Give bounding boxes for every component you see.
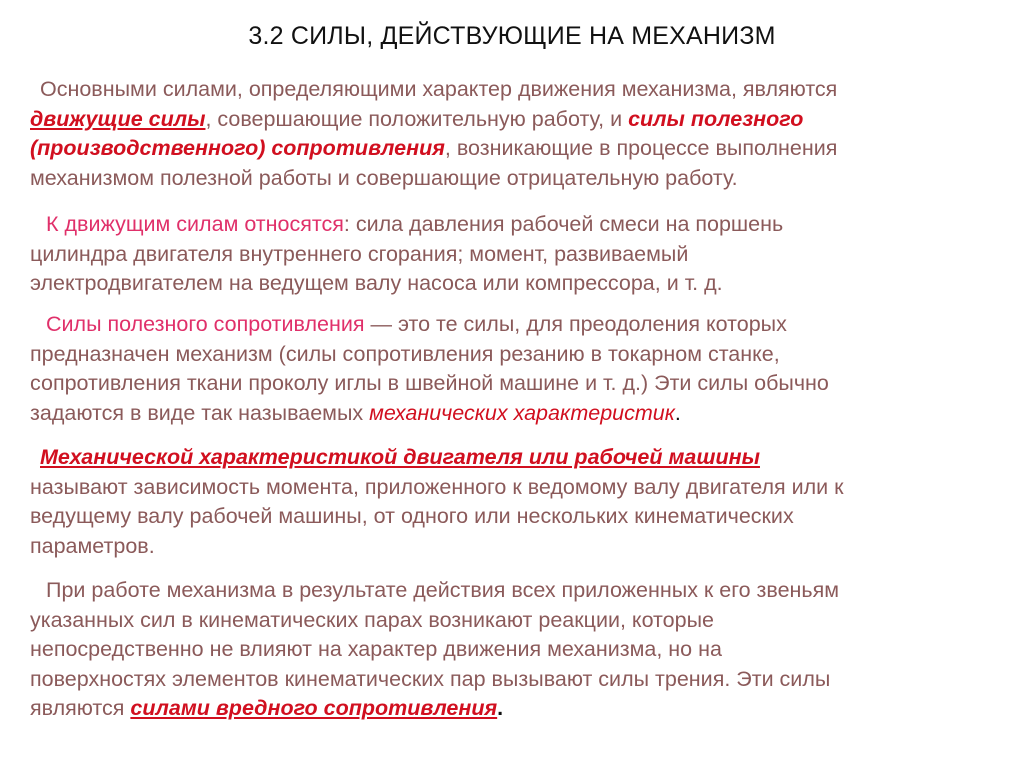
term-mechanical-characteristic-definition: Механической характеристикой двигателя или рабочей машины xyxy=(40,445,760,469)
text-run: . xyxy=(497,696,504,720)
text-run: ведущему валу рабочей машины, от одного или нескольких кинематических xyxy=(30,504,794,528)
text-line xyxy=(30,443,1005,473)
text-line xyxy=(30,269,1005,299)
text-run: непосредственно не влияют на характер движения механизма, но на xyxy=(30,637,722,661)
text-run: параметров. xyxy=(30,533,155,558)
term-mechanical-characteristics: механических характеристик xyxy=(369,400,675,425)
term-driving-forces: движущие силы xyxy=(30,106,206,131)
text-line xyxy=(30,694,1005,724)
text-line xyxy=(30,164,1005,194)
text-line xyxy=(30,576,1005,606)
text-line xyxy=(30,369,1005,399)
term-useful-resistance: силы полезного xyxy=(628,106,804,131)
text-line xyxy=(30,502,1005,532)
text-run: Основными силами, определяющими характер движения механизма, являются xyxy=(40,77,838,101)
text-run: . xyxy=(674,400,681,425)
text-line xyxy=(30,665,1005,695)
paragraph-driving-forces xyxy=(30,75,1005,193)
text-line xyxy=(30,240,1005,270)
text-run: , возникающие в процессе выполнения xyxy=(444,136,838,160)
text-run: электродвигателем на ведущем валу насоса или компрессора, и т. д. xyxy=(30,271,723,295)
text-line xyxy=(30,310,1005,340)
text-line xyxy=(30,134,1005,164)
text-run: задаются в виде так называемых xyxy=(30,400,370,425)
paragraph-harmful-resistance xyxy=(30,576,1005,724)
term-useful-resistance-forces: Силы полезного сопротивления xyxy=(46,312,365,336)
text-line xyxy=(30,105,1005,135)
text-run: — это те силы, для преодоления которых xyxy=(364,312,787,336)
text-line xyxy=(30,210,1005,240)
text-line xyxy=(30,473,1005,503)
text-run: цилиндра двигателя внутреннего сгорания; момент, развиваемый xyxy=(30,241,689,266)
text-line xyxy=(30,532,1005,562)
text-run: , совершающие положительную работу, и xyxy=(205,106,629,131)
text-run: : сила давления рабочей смеси на поршень xyxy=(343,212,784,236)
paragraph-useful-resistance xyxy=(30,310,1005,428)
text-run: механизмом полезной работы и совершающие отрицательную работу. xyxy=(30,165,738,190)
paragraph-driving-forces-examples xyxy=(30,210,1005,299)
slide-title: 3.2 СИЛЫ, ДЕЙСТВУЮЩИЕ НА МЕХАНИЗМ xyxy=(248,22,776,50)
text-run: называют зависимость момента, приложенного к ведомому валу двигателя или к xyxy=(30,474,844,499)
text-run: указанных сил в кинематических парах возникают реакции, которые xyxy=(30,607,714,632)
text-line xyxy=(30,635,1005,665)
text-line xyxy=(30,399,1005,429)
text-line xyxy=(30,606,1005,636)
text-run: являются xyxy=(30,696,131,720)
text-run: сопротивления ткани проколу иглы в швейной машине и т. д.) Эти силы обычно xyxy=(30,371,829,395)
text-line xyxy=(30,340,1005,370)
text-run: предназначен механизм (силы сопротивления резанию в токарном станке, xyxy=(30,341,780,366)
term-harmful-resistance: силами вредного сопротивления xyxy=(130,696,498,720)
text-line xyxy=(30,75,1005,105)
paragraph-mechanical-characteristic xyxy=(30,443,1005,561)
text-run: При работе механизма в результате действия всех приложенных к его звеньям xyxy=(46,578,840,602)
term-production-resistance: (производственного) сопротивления xyxy=(30,136,445,160)
text-run: поверхностях элементов кинематических пар вызывают силы трения. Эти силы xyxy=(30,666,831,691)
term-driving-forces-include: К движущим силам относятся xyxy=(46,212,344,236)
